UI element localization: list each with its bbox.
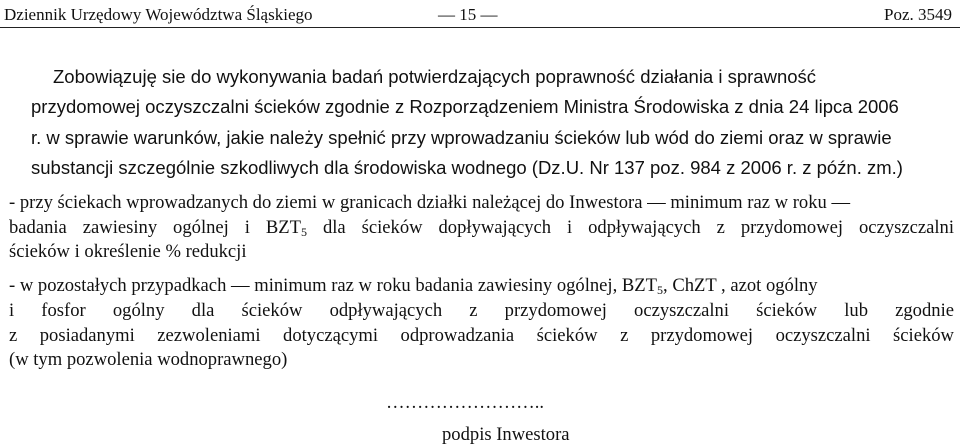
- item1-line-2-text: badania zawiesiny ogólnej i BZT: [9, 217, 302, 238]
- page-number: — 15 —: [438, 5, 498, 24]
- bzt-subscript: 5: [657, 283, 664, 297]
- item1-line-1: - przy ściekach wprowadzanych do ziemi w granicach działki należącej do Inwestora — minimum raz w roku —: [9, 192, 851, 213]
- signature-label: podpis Inwestora: [442, 424, 570, 445]
- intro-line-3: r. w sprawie warunków, jakie należy spełnić przy wprowadzaniu ścieków lub wód do ziemi oraz w sprawie: [31, 127, 892, 148]
- intro-line-4: substancji szczególnie szkodliwych dla środowiska wodnego (Dz.U. Nr 137 poz. 984 z 2006 r. z późn. zm.): [31, 157, 903, 178]
- item2-line-1: [9, 275, 818, 297]
- intro-line-2: przydomowej oczyszczalni ścieków zgodnie z Rozporządzeniem Ministra Środowiska z dnia 24 lipca 2006: [31, 96, 899, 117]
- intro-line-1: Zobowiązuję sie do wykonywania badań potwierdzających poprawność działania i sprawność: [53, 66, 817, 87]
- item1-line-2-rest: dla ścieków dopływających i odpływających z przydomowej oczyszczalni: [307, 217, 954, 238]
- journal-title: Dziennik Urzędowy Województwa Śląskiego: [4, 5, 313, 24]
- item2-line-3: z posiadanymi zezwoleniami dotyczącymi odprowadzania ścieków z przydomowej oczyszczalni ścieków: [9, 325, 954, 346]
- signature-dots: ……………………..: [386, 392, 545, 413]
- item2-line-1-text: - w pozostałych przypadkach — minimum raz w roku badania zawiesiny ogólnej, BZT: [9, 275, 658, 296]
- item2-line-4: (w tym pozwolenia wodnoprawnego): [9, 349, 288, 370]
- item1-line-2: [9, 217, 954, 239]
- position-number: Poz. 3549: [884, 5, 952, 24]
- item2-line-2: i fosfor ogólny dla ścieków odpływających z przydomowej oczyszczalni ścieków lub zgodnie: [9, 300, 954, 321]
- item1-line-3: ścieków i określenie % redukcji: [9, 241, 247, 262]
- page-header: [0, 0, 960, 28]
- header-rule: [0, 27, 960, 28]
- item2-line-1-rest: , ChZT , azot ogólny: [663, 275, 818, 296]
- bzt-subscript: 5: [301, 225, 308, 239]
